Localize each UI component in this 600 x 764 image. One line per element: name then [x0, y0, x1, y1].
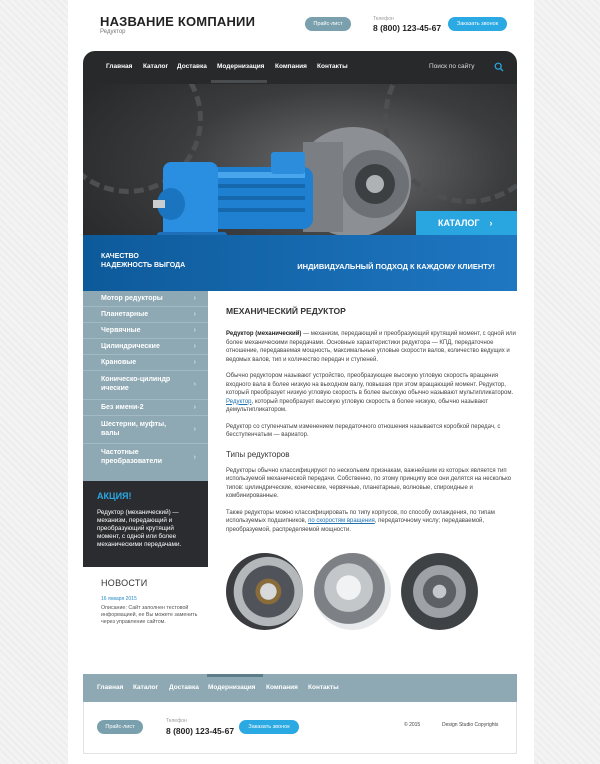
catalog-button[interactable]	[416, 211, 517, 235]
chevron-right-icon: ›	[193, 426, 196, 433]
article-paragraph: Также редукторы можно классифицировать по типу корпусов, по способу охлаждения, по типам используемых подшипников, по скоростям вращения, передаточному числу; передаваемой, преобразуемой, распределяемой мощности.	[226, 509, 495, 533]
gallery-image-gears[interactable]	[401, 553, 478, 630]
chevron-right-icon: ›	[193, 295, 196, 302]
nav-item-company[interactable]: Компания	[275, 63, 307, 70]
sidebar-item-cylindrical[interactable]: Цилиндрические ›	[83, 339, 208, 355]
footer-phone-number: 8 (800) 123-45-67	[166, 726, 235, 736]
chevron-right-icon: ›	[193, 327, 196, 334]
company-name: НАЗВАНИЕ КОМПАНИИ	[100, 14, 256, 29]
reducer-link[interactable]: Редуктор	[226, 398, 252, 405]
footer-nav-item-modernization[interactable]: Модернизация	[208, 684, 256, 691]
chevron-right-icon: ›	[193, 404, 196, 411]
chevron-right-icon: ›	[489, 218, 493, 228]
phone-label: Телефон	[373, 16, 394, 22]
sidebar-menu	[83, 291, 208, 481]
sidebar-item-crane[interactable]: Крановые ›	[83, 355, 208, 371]
footer	[83, 702, 517, 754]
article-title: МЕХАНИЧЕСКИЙ РЕДУКТОР	[226, 306, 346, 316]
sidebar-item-motor-reducers[interactable]: Мотор редукторы ›	[83, 291, 208, 307]
main-nav	[83, 51, 517, 84]
chevron-right-icon: ›	[193, 359, 196, 366]
nav-item-modernization[interactable]: Модернизация	[217, 63, 265, 70]
footer-nav-item-contacts[interactable]: Контакты	[308, 684, 339, 691]
search-input[interactable]: Поиск по сайту	[429, 63, 475, 70]
article-paragraph: Редукторы обычно классифицируют по нескольким признакам, важнейшим из которых является тип используемой механической передачи. Собственно, по этому принципу все они делятся на несколько типов: цилиндрические, конические, червячные, планетарные, волновые, спироидные и комбинированные.	[226, 467, 512, 499]
news-date[interactable]: 16 января 2015	[101, 596, 137, 602]
gallery-image-gearbox[interactable]	[314, 553, 391, 630]
news-title: НОВОСТИ	[101, 578, 148, 588]
promo-title: АКЦИЯ!	[97, 491, 132, 501]
sidebar-item-unnamed-2[interactable]: Без имени-2 ›	[83, 400, 208, 416]
footer-price-list-button[interactable]: Прайс-лист	[97, 720, 143, 734]
nav-item-delivery[interactable]: Доставка	[177, 63, 207, 70]
chevron-right-icon: ›	[193, 454, 196, 461]
footer-nav-item-catalog[interactable]: Каталог	[133, 684, 159, 691]
promo-box	[83, 481, 208, 567]
article-subtitle: Типы редукторов	[226, 449, 290, 459]
gallery-image-bearing[interactable]	[226, 553, 303, 630]
article-paragraph: Обычно редуктором называют устройство, преобразующее высокую угловую скорость вращения входного вала в более низкую на выходном валу, повышая при этом вращающий момент. Редуктор, который преобразует низкую угловую скорость в более высокую обычно называют мультипликатором. Редуктор, который преобразует высокую угловую скорость в более низкую, обычно называют демультипликатором.	[226, 373, 514, 413]
hero-slogan: ИНДИВИДУАЛЬНЫЙ ПОДХОД К КАЖДОМУ КЛИЕНТУ!	[297, 262, 495, 271]
article	[226, 306, 516, 534]
article-paragraph: Редуктор со ступенчатым изменением передаточного отношения называется коробкой передач, с бесступенчатым — вариатор.	[226, 423, 501, 438]
nav-item-home[interactable]: Главная	[106, 63, 133, 70]
sidebar-item-frequency-converters[interactable]: Частотные преобразователи ›	[101, 449, 196, 465]
chevron-right-icon: ›	[193, 381, 196, 388]
nav-item-contacts[interactable]: Контакты	[317, 63, 348, 70]
catalog-button-label: КАТАЛОГ	[438, 218, 480, 228]
gallery	[226, 553, 516, 633]
chevron-right-icon: ›	[193, 311, 196, 318]
sidebar-item-gears-couplings-shafts[interactable]: Шестерни, муфты, валы ›	[83, 416, 208, 444]
article-paragraph: Редуктор (механический) — механизм, передающий и преобразующий крутящий момент, с одной или более механическими передачами. Основные характеристики редуктора — КПД, передаточное отношение, передаваемая мощность, максимальные угловые скорости валов, количество ведущих и ведомых валов, тип и количество передач и ступеней.	[226, 331, 516, 363]
article-term: Редуктор (механический)	[226, 331, 302, 337]
request-call-button[interactable]: Заказать звонок	[448, 17, 507, 31]
phone-number: 8 (800) 123-45-67	[373, 23, 442, 33]
news-block	[101, 578, 201, 626]
company-tagline: Редуктор	[100, 29, 126, 35]
rotation-speed-link[interactable]: по скоростям вращения	[308, 518, 375, 524]
hero-qualities: КАЧЕСТВО НАДЕЖНОСТЬ ВЫГОДА	[101, 253, 186, 269]
hero-banner	[83, 84, 517, 291]
news-text: Описание: Сайт заполнен тестовой информацией, ее Вы можете заменить через управление сайтом.	[101, 605, 198, 625]
nav-item-catalog[interactable]: Каталог	[143, 63, 169, 70]
company-logo[interactable]	[100, 14, 255, 35]
sidebar-item-planetary[interactable]: Планетарные ›	[83, 307, 208, 323]
copyright: © 2015	[404, 722, 421, 728]
chevron-right-icon: ›	[193, 343, 196, 350]
nav-active-indicator	[211, 80, 267, 83]
sidebar-item-bevel-cylindrical[interactable]: Коническо-цилиндр ические ›	[83, 371, 208, 400]
footer-request-call-button[interactable]: Заказать звонок	[239, 720, 299, 734]
footer-phone-label: Телефон	[166, 718, 187, 724]
footer-nav-item-company[interactable]: Компания	[266, 684, 298, 691]
studio-credit[interactable]: Design Studio Copyrights	[442, 722, 499, 728]
footer-nav-active-indicator	[207, 674, 263, 677]
promo-text: Редуктор (механический) — механизм, передающий и преобразующий крутящий момент, с одной или более механическими передачами.	[97, 509, 182, 548]
footer-nav-item-delivery[interactable]: Доставка	[169, 684, 199, 691]
page	[68, 0, 534, 764]
footer-nav-item-home[interactable]: Главная	[97, 684, 124, 691]
hero-slogan-band	[83, 235, 517, 291]
footer-nav	[83, 674, 517, 702]
search-icon[interactable]	[494, 62, 504, 72]
sidebar-item-worm[interactable]: Червячные ›	[83, 323, 208, 339]
price-list-button[interactable]: Прайс-лист	[305, 17, 351, 31]
